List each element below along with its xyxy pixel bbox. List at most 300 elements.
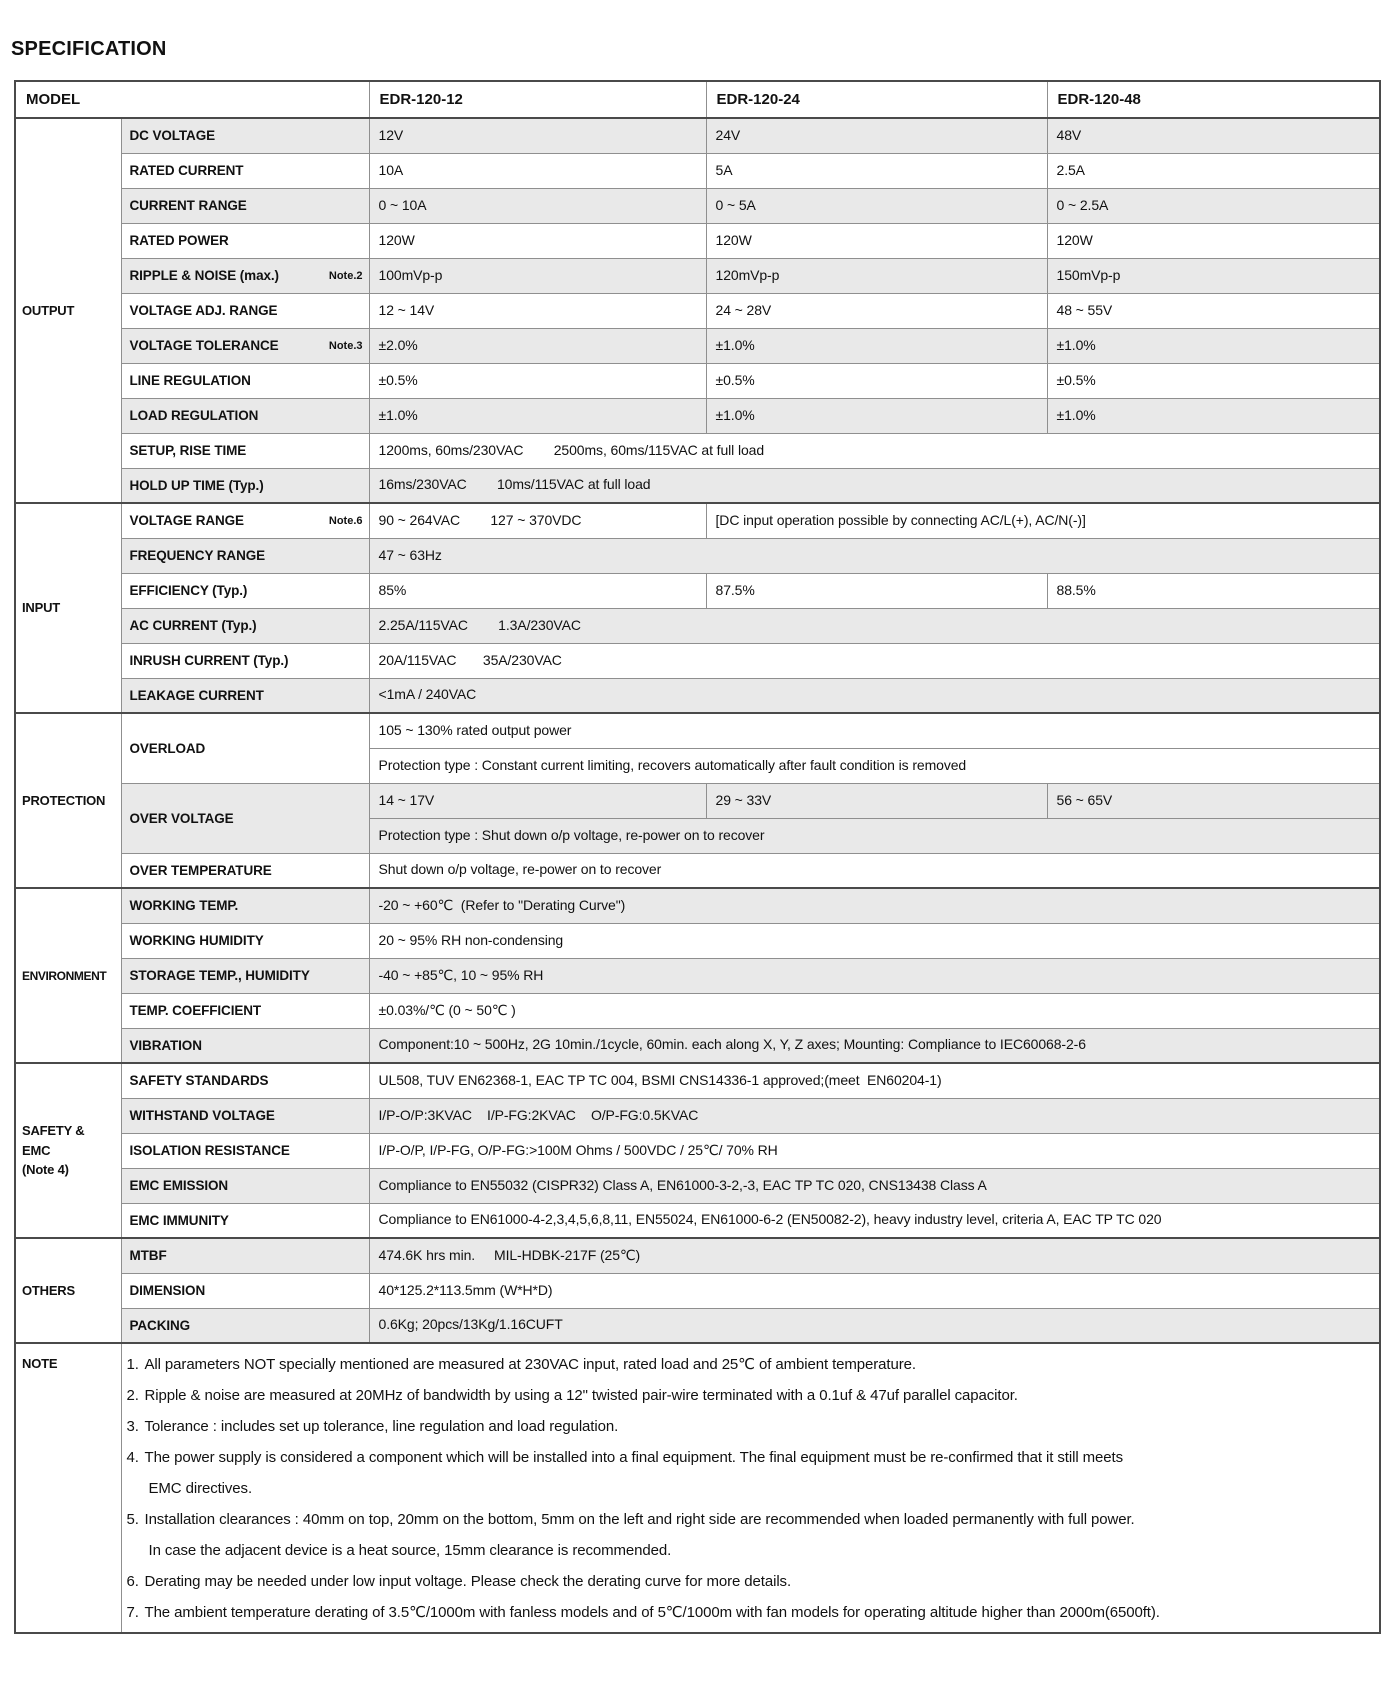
- table-row: [15, 468, 1380, 503]
- table-row: [15, 783, 1380, 818]
- row-label-text: VIBRATION: [129, 1037, 202, 1053]
- value-text: I/P-O/P:3KVAC I/P-FG:2KVAC O/P-FG:0.5KVAC: [378, 1106, 699, 1123]
- value-cell: [706, 398, 1047, 433]
- value-text: 120W: [378, 231, 415, 248]
- value-cell: [369, 223, 706, 258]
- row-label-wrap: [130, 268, 363, 283]
- row-label-wrap: [130, 898, 363, 913]
- value-cell: [369, 748, 1380, 783]
- row-label-wrap: [130, 863, 363, 878]
- value-text: ±0.5%: [1056, 371, 1096, 388]
- note-item-number: 1.: [126, 1356, 139, 1373]
- row-label: [121, 853, 369, 888]
- note-item-text: EMC directives.: [148, 1480, 253, 1497]
- note-item-text: All parameters NOT specially mentioned are measured at 230VAC input, rated load and 25℃ of ambient temperature.: [144, 1356, 916, 1373]
- row-label-text: OVERLOAD: [129, 740, 206, 756]
- row-label: [121, 643, 369, 678]
- note-item-line: [127, 1380, 1374, 1411]
- row-label-wrap: [130, 338, 363, 353]
- table-row: [15, 643, 1380, 678]
- row-label: [121, 258, 369, 293]
- note-item-line: [127, 1566, 1374, 1597]
- note-item-text: The ambient temperature derating of 3.5℃/1000m with fanless models and of 5℃/1000m with fan models for operating altitude higher than 2000m(6500ft).: [144, 1604, 1160, 1621]
- row-label: [121, 118, 369, 153]
- table-row: [15, 573, 1380, 608]
- value-cell: [1047, 153, 1380, 188]
- row-label: [121, 958, 369, 993]
- row-label: [121, 888, 369, 923]
- value-cell: [369, 398, 706, 433]
- row-label: [121, 993, 369, 1028]
- section-label-line: NOTE: [22, 1356, 58, 1371]
- note-item-line: [127, 1597, 1374, 1628]
- section-label-line: (Note 4): [22, 1162, 69, 1178]
- value-cell: [369, 1168, 1380, 1203]
- value-cell: [369, 433, 1380, 468]
- value-cell: [1047, 293, 1380, 328]
- row-label-wrap: [130, 1073, 363, 1088]
- row-label-text: OVER VOLTAGE: [129, 810, 234, 826]
- note-item-number: 4.: [126, 1449, 139, 1466]
- model-header-row: [15, 81, 1380, 118]
- value-cell: [369, 538, 1380, 573]
- row-label-wrap: [130, 128, 363, 143]
- note-list: [121, 1343, 1380, 1633]
- row-label-wrap: [130, 198, 363, 213]
- value-text: ±1.0%: [378, 406, 418, 423]
- value-text: ±2.0%: [378, 336, 418, 353]
- row-label: [121, 293, 369, 328]
- value-cell: [369, 468, 1380, 503]
- row-label: [121, 223, 369, 258]
- row-label: [121, 1168, 369, 1203]
- note-item-number: 7.: [126, 1604, 139, 1621]
- section-label-input: [15, 503, 121, 713]
- value-text: 16ms/230VAC 10ms/115VAC at full load: [378, 476, 651, 493]
- value-cell: [1047, 783, 1380, 818]
- table-row: [15, 1028, 1380, 1063]
- value-text: 29 ~ 33V: [715, 791, 772, 808]
- row-label: [121, 1063, 369, 1098]
- value-cell: [369, 1238, 1380, 1273]
- table-row: [15, 1098, 1380, 1133]
- table-row: [15, 223, 1380, 258]
- section-label-line: PROTECTION: [22, 792, 106, 808]
- table-row: [15, 153, 1380, 188]
- value-cell: [369, 643, 1380, 678]
- row-label-text: INRUSH CURRENT (Typ.): [129, 653, 289, 668]
- value-text: 0 ~ 2.5A: [1056, 196, 1109, 213]
- row-label: [121, 398, 369, 433]
- value-cell: [369, 328, 706, 363]
- row-label-wrap: [130, 478, 363, 493]
- row-label: [121, 573, 369, 608]
- value-cell: [369, 1028, 1380, 1063]
- value-cell: [706, 188, 1047, 223]
- value-cell: [369, 153, 706, 188]
- value-text: Compliance to EN61000-4-2,3,4,5,6,8,11, EN55024, EN61000-6-2 (EN50082-2), heavy industry level, criteria A, EAC TP TC 020: [378, 1211, 1162, 1228]
- table-row: [15, 923, 1380, 958]
- note-item-line: [127, 1411, 1374, 1442]
- row-label-text: HOLD UP TIME (Typ.): [129, 477, 264, 493]
- row-label-wrap: [130, 1318, 363, 1333]
- row-label-text: VOLTAGE ADJ. RANGE: [129, 303, 278, 318]
- row-label: [121, 713, 369, 783]
- value-cell: [1047, 363, 1380, 398]
- value-cell: [1047, 223, 1380, 258]
- page-title: SPECIFICATION: [11, 38, 167, 60]
- note-item-number: 6.: [126, 1573, 139, 1590]
- row-label-wrap: [130, 443, 363, 458]
- table-row: [15, 293, 1380, 328]
- row-label-text: RATED CURRENT: [129, 163, 244, 178]
- row-label: [121, 433, 369, 468]
- section-label-line: OTHERS: [22, 1282, 75, 1298]
- table-row: [15, 188, 1380, 223]
- model-header-cell: MODEL: [15, 81, 369, 118]
- section-label-line: SAFETY &: [22, 1123, 85, 1139]
- value-cell: [369, 923, 1380, 958]
- row-label: [121, 608, 369, 643]
- note-reference: Note.6: [328, 514, 363, 527]
- value-cell: [706, 118, 1047, 153]
- value-text: 5A: [715, 161, 733, 178]
- note-item-line: [127, 1473, 1374, 1504]
- note-item-number: 2.: [126, 1387, 139, 1404]
- note-item-text: In case the adjacent device is a heat source, 15mm clearance is recommended.: [148, 1542, 672, 1559]
- row-label-wrap: [130, 1213, 363, 1228]
- section-label-protection: [15, 713, 121, 888]
- value-cell: [706, 503, 1380, 538]
- row-label-text: VOLTAGE TOLERANCE: [129, 338, 279, 353]
- table-row: [15, 1203, 1380, 1238]
- row-label-wrap: [130, 303, 363, 318]
- row-label: [121, 1133, 369, 1168]
- row-label-text: EMC EMISSION: [129, 1178, 229, 1193]
- value-text: 2.25A/115VAC 1.3A/230VAC: [378, 616, 581, 633]
- value-text: Protection type : Constant current limiting, recovers automatically after fault condition is removed: [378, 756, 967, 773]
- row-label-text: MTBF: [129, 1248, 167, 1264]
- row-label-text: STORAGE TEMP., HUMIDITY: [129, 968, 310, 983]
- value-cell: [1047, 328, 1380, 363]
- value-text: 100mVp-p: [378, 266, 443, 283]
- value-text: ±1.0%: [1056, 336, 1096, 353]
- row-label-text: WORKING TEMP.: [129, 898, 239, 914]
- note-item-line: [127, 1349, 1374, 1380]
- note-item-text: Tolerance : includes set up tolerance, line regulation and load regulation.: [144, 1418, 619, 1435]
- row-label-text: OVER TEMPERATURE: [129, 862, 272, 878]
- row-label-wrap: [130, 583, 363, 598]
- value-text: ±0.5%: [378, 371, 418, 388]
- value-text: 0 ~ 10A: [378, 196, 427, 213]
- row-label: [121, 1098, 369, 1133]
- row-label-wrap: [130, 513, 363, 528]
- row-label-text: SAFETY STANDARDS: [129, 1073, 269, 1089]
- value-text: 2.5A: [1056, 161, 1085, 178]
- row-label: [121, 153, 369, 188]
- row-label-text: WITHSTAND VOLTAGE: [129, 1108, 275, 1123]
- value-text: 48 ~ 55V: [1056, 301, 1113, 318]
- value-cell: [369, 853, 1380, 888]
- section-label-line: EMC: [22, 1142, 51, 1158]
- table-row: [15, 958, 1380, 993]
- table-row: [15, 608, 1380, 643]
- section-label-safety: [15, 1063, 121, 1238]
- value-cell: [369, 818, 1380, 853]
- model-name-cell: EDR-120-12: [369, 81, 706, 118]
- value-cell: [369, 783, 706, 818]
- value-text: ±1.0%: [715, 336, 755, 353]
- table-row: [15, 538, 1380, 573]
- row-label-wrap: [130, 408, 363, 423]
- value-cell: [369, 573, 706, 608]
- table-row: [15, 713, 1380, 748]
- value-text: 120mVp-p: [715, 266, 780, 283]
- row-label: [121, 328, 369, 363]
- row-label: [121, 363, 369, 398]
- row-label-text: FREQUENCY RANGE: [129, 548, 266, 563]
- value-cell: [369, 678, 1380, 713]
- row-label-text: RIPPLE & NOISE (max.): [129, 268, 279, 283]
- value-text: ±0.03%/℃ (0 ~ 50℃ ): [378, 1001, 516, 1018]
- row-label-text: RATED POWER: [129, 233, 229, 248]
- table-row: [15, 398, 1380, 433]
- value-cell: [369, 1203, 1380, 1238]
- value-cell: [369, 958, 1380, 993]
- table-row: [15, 1273, 1380, 1308]
- value-cell: [369, 713, 1380, 748]
- value-text: 12V: [378, 126, 404, 143]
- value-cell: [369, 1273, 1380, 1308]
- note-item-text: Installation clearances : 40mm on top, 20mm on the bottom, 5mm on the left and right side are recommended when loaded permanently with full power.: [144, 1511, 1135, 1528]
- note-item-text: Ripple & noise are measured at 20MHz of bandwidth by using a 12" twisted pair-wire terminated with a 0.1uf & 47uf parallel capacitor.: [144, 1387, 1018, 1404]
- value-text: 20A/115VAC 35A/230VAC: [378, 651, 562, 668]
- table-row: [15, 328, 1380, 363]
- row-label-text: LOAD REGULATION: [129, 408, 259, 423]
- note-item-text: The power supply is considered a component which will be installed into a final equipment. The final equipment must be re-confirmed that it still meets: [144, 1449, 1123, 1466]
- note-reference: Note.2: [328, 269, 363, 282]
- value-text: -40 ~ +85℃, 10 ~ 95% RH: [378, 966, 544, 983]
- value-text: -20 ~ +60℃ (Refer to "Derating Curve"): [378, 896, 626, 913]
- value-text: Protection type : Shut down o/p voltage, re-power on to recover: [378, 826, 765, 843]
- value-text: [DC input operation possible by connecting AC/L(+), AC/N(-)]: [715, 511, 1086, 528]
- value-text: 0.6Kg; 20pcs/13Kg/1.16CUFT: [378, 1316, 563, 1333]
- row-label-text: SETUP, RISE TIME: [129, 443, 247, 458]
- table-row: [15, 678, 1380, 713]
- row-label-wrap: [130, 1108, 363, 1123]
- row-label-wrap: [130, 163, 363, 178]
- value-text: 24 ~ 28V: [715, 301, 772, 318]
- value-text: 90 ~ 264VAC 127 ~ 370VDC: [378, 511, 582, 528]
- value-text: 1200ms, 60ms/230VAC 2500ms, 60ms/115VAC at full load: [378, 441, 765, 458]
- value-cell: [1047, 573, 1380, 608]
- value-text: 48V: [1056, 126, 1082, 143]
- row-label-wrap: [130, 968, 363, 983]
- model-name-cell: EDR-120-48: [1047, 81, 1380, 118]
- value-text: 474.6K hrs min. MIL-HDBK-217F (25℃): [378, 1246, 641, 1263]
- note-item-line: [127, 1442, 1374, 1473]
- value-text: 85%: [378, 581, 407, 598]
- value-text: 14 ~ 17V: [378, 791, 435, 808]
- value-text: <1mA / 240VAC: [378, 686, 477, 703]
- section-label-line: ENVIRONMENT: [22, 968, 107, 983]
- note-item-line: [127, 1535, 1374, 1566]
- row-label-wrap: [130, 548, 363, 563]
- value-cell: [706, 573, 1047, 608]
- note-item-number: 3.: [126, 1418, 139, 1435]
- value-cell: [706, 153, 1047, 188]
- row-label: [121, 678, 369, 713]
- section-label-line: OUTPUT: [22, 302, 75, 318]
- value-cell: [706, 258, 1047, 293]
- row-label-text: VOLTAGE RANGE: [129, 513, 244, 529]
- row-label-text: TEMP. COEFFICIENT: [129, 1003, 262, 1018]
- value-cell: [706, 293, 1047, 328]
- table-row: [15, 888, 1380, 923]
- row-label-text: PACKING: [129, 1317, 191, 1333]
- table-row: [15, 433, 1380, 468]
- row-label-wrap: [130, 1248, 363, 1263]
- row-label-wrap: [130, 811, 363, 826]
- row-label-wrap: [130, 1038, 363, 1053]
- specification-table: [14, 80, 1381, 1634]
- row-label-text: EFFICIENCY (Typ.): [129, 583, 248, 598]
- table-row: [15, 363, 1380, 398]
- section-label-note: [15, 1343, 121, 1633]
- value-text: 12 ~ 14V: [378, 301, 435, 318]
- row-label: [121, 188, 369, 223]
- table-row: [15, 503, 1380, 538]
- value-text: ±1.0%: [715, 406, 755, 423]
- value-text: 10A: [378, 161, 404, 178]
- table-row: [15, 993, 1380, 1028]
- section-label-output: [15, 118, 121, 503]
- value-text: 40*125.2*113.5mm (W*H*D): [378, 1281, 553, 1298]
- row-label: [121, 503, 369, 538]
- row-label-wrap: [130, 373, 363, 388]
- value-cell: [369, 993, 1380, 1028]
- value-cell: [369, 363, 706, 398]
- value-text: ±1.0%: [1056, 406, 1096, 423]
- row-label-wrap: [130, 233, 363, 248]
- value-cell: [369, 608, 1380, 643]
- row-label: [121, 1308, 369, 1343]
- row-label: [121, 783, 369, 853]
- value-text: I/P-O/P, I/P-FG, O/P-FG:>100M Ohms / 500VDC / 25℃/ 70% RH: [378, 1141, 778, 1158]
- value-cell: [1047, 188, 1380, 223]
- note-item-number: 5.: [126, 1511, 139, 1528]
- model-name-cell: EDR-120-24: [706, 81, 1047, 118]
- table-row: [15, 1168, 1380, 1203]
- table-row: [15, 1308, 1380, 1343]
- value-text: 0 ~ 5A: [715, 196, 756, 213]
- value-text: Compliance to EN55032 (CISPR32) Class A, EN61000-3-2,-3, EAC TP TC 020, CNS13438 Class A: [378, 1176, 987, 1193]
- row-label-wrap: [130, 1283, 363, 1298]
- row-label-wrap: [130, 933, 363, 948]
- row-label: [121, 923, 369, 958]
- value-cell: [706, 783, 1047, 818]
- value-text: 105 ~ 130% rated output power: [378, 721, 572, 738]
- value-cell: [706, 223, 1047, 258]
- row-label-text: EMC IMMUNITY: [129, 1212, 229, 1228]
- row-label-wrap: [130, 618, 363, 633]
- value-cell: [369, 118, 706, 153]
- row-label-wrap: [130, 1178, 363, 1193]
- value-text: 88.5%: [1056, 581, 1096, 598]
- value-cell: [369, 1133, 1380, 1168]
- table-row: [15, 1063, 1380, 1098]
- table-row: [15, 1238, 1380, 1273]
- section-label-line: INPUT: [22, 600, 61, 616]
- value-cell: [369, 258, 706, 293]
- value-cell: [369, 1308, 1380, 1343]
- value-cell: [369, 1098, 1380, 1133]
- row-label-text: WORKING HUMIDITY: [129, 933, 264, 948]
- value-cell: [1047, 118, 1380, 153]
- value-cell: [706, 328, 1047, 363]
- value-cell: [369, 1063, 1380, 1098]
- note-row: [15, 1343, 1380, 1633]
- row-label-text: DC VOLTAGE: [129, 128, 215, 144]
- value-text: Shut down o/p voltage, re-power on to recover: [378, 861, 662, 878]
- row-label-wrap: [130, 741, 363, 756]
- table-row: [15, 118, 1380, 153]
- row-label: [121, 1203, 369, 1238]
- value-text: 24V: [715, 126, 741, 143]
- table-row: [15, 1133, 1380, 1168]
- value-cell: [369, 888, 1380, 923]
- value-cell: [369, 293, 706, 328]
- row-label-text: CURRENT RANGE: [129, 198, 247, 213]
- row-label-text: AC CURRENT (Typ.): [129, 618, 257, 633]
- note-item-line: [127, 1504, 1374, 1535]
- row-label: [121, 1273, 369, 1308]
- value-text: 120W: [1056, 231, 1093, 248]
- section-label-environment: [15, 888, 121, 1063]
- row-label: [121, 1238, 369, 1273]
- value-text: 20 ~ 95% RH non-condensing: [378, 931, 564, 948]
- row-label-wrap: [130, 1143, 363, 1158]
- row-label-text: LINE REGULATION: [129, 373, 251, 388]
- value-cell: [369, 503, 706, 538]
- row-label-text: ISOLATION RESISTANCE: [129, 1143, 290, 1158]
- row-label: [121, 468, 369, 503]
- table-row: [15, 258, 1380, 293]
- value-text: 87.5%: [715, 581, 755, 598]
- value-text: 150mVp-p: [1056, 266, 1121, 283]
- value-text: 56 ~ 65V: [1056, 791, 1113, 808]
- table-row: [15, 853, 1380, 888]
- row-label: [121, 538, 369, 573]
- row-label-text: LEAKAGE CURRENT: [129, 687, 264, 703]
- row-label: [121, 1028, 369, 1063]
- row-label-wrap: [130, 688, 363, 703]
- value-cell: [1047, 258, 1380, 293]
- row-label-wrap: [130, 653, 363, 668]
- value-text: ±0.5%: [715, 371, 755, 388]
- value-cell: [1047, 398, 1380, 433]
- value-cell: [369, 188, 706, 223]
- value-cell: [706, 363, 1047, 398]
- value-text: Component:10 ~ 500Hz, 2G 10min./1cycle, 60min. each along X, Y, Z axes; Mounting: Compliance to IEC60068-2-6: [378, 1036, 1086, 1053]
- value-text: UL508, TUV EN62368-1, EAC TP TC 004, BSMI CNS14336-1 approved;(meet EN60204-1): [378, 1071, 942, 1088]
- value-text: 120W: [715, 231, 752, 248]
- value-text: 47 ~ 63Hz: [378, 546, 442, 563]
- section-label-others: [15, 1238, 121, 1343]
- note-item-text: Derating may be needed under low input voltage. Please check the derating curve for more details.: [144, 1573, 792, 1590]
- row-label-wrap: [130, 1003, 363, 1018]
- note-reference: Note.3: [328, 339, 363, 352]
